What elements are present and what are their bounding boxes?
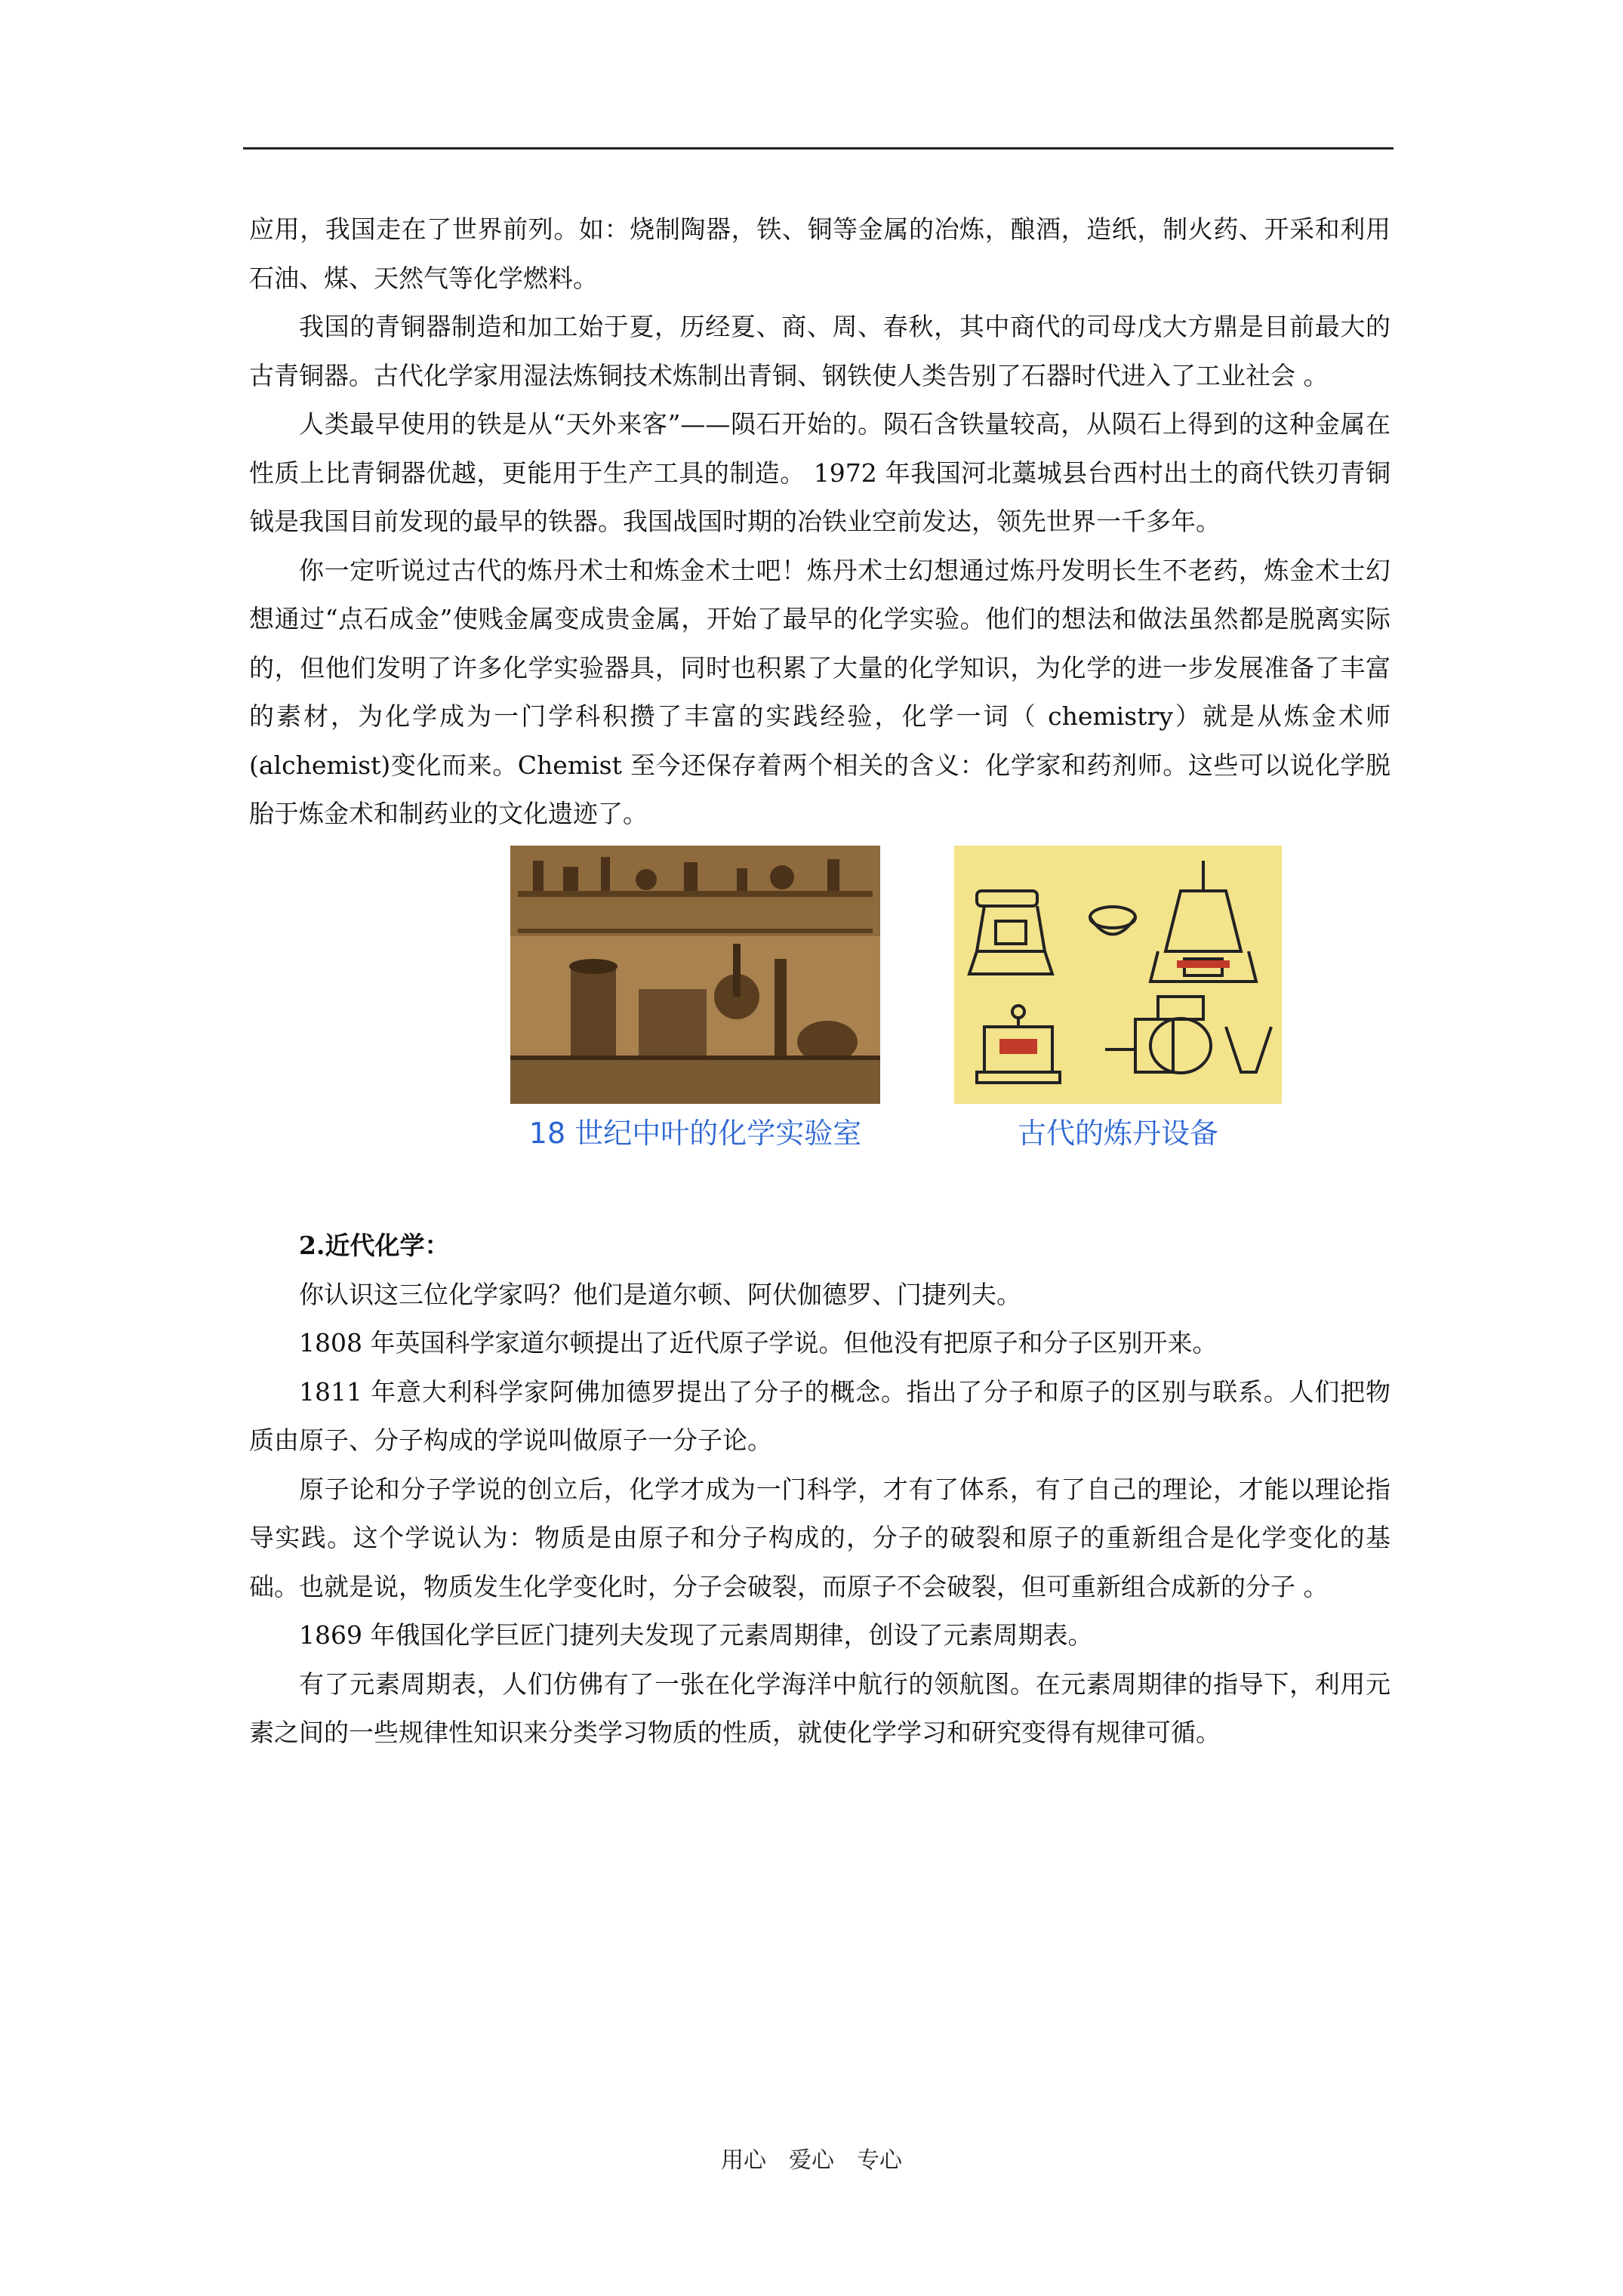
body-text-bottom [249, 1222, 1390, 1758]
figure-caption: 古代的炼丹设备 [1017, 1117, 1218, 1150]
figure-chemistry-lab [510, 846, 880, 1151]
paragraph: 原子论和分子学说的创立后，化学才成为一门科学，才有了体系，有了自己的理论，才能以理论指导实践。这个学说认为：物质是由原子和分子构成的，分子的破裂和原子的重新组合是化学变化的基础。也就是说，物质发生化学变化时，分子会破裂，而原子不会破裂，但可重新组合成新的分子 。 [249, 1474, 1390, 1601]
paragraph: 应用，我国走在了世界前列。如：烧制陶器，铁、铜等金属的冶炼，酿酒，造纸，制火药、开采和利用石油、煤、天然气等化学燃料。 [249, 214, 1390, 293]
alchemy-equipment-illustration [954, 846, 1282, 1104]
body-text-top [249, 205, 1390, 839]
paragraph: 你一定听说过古代的炼丹术士和炼金术士吧！炼丹术士幻想通过炼丹发明长生不老药，炼金术士幻想通过“点石成金”使贱金属变成贵金属，开始了最早的化学实验。他们的想法和做法虽然都是脱离实际的，但他们发明了许多化学实验器具，同时也积累了大量的化学知识，为化学的进一步发展准备了丰富的素材，为化学成为一门学科积攒了丰富的实践经验，化学一词（ chemistry）就是从炼金术师(alchemist)变化而来。Chemist 至今还保存着两个相关的含义：化学家和药剂师。这些可以说化学脱胎于炼金术和制药业的文化遗迹了。 [249, 555, 1390, 828]
chemistry-lab-image [510, 846, 880, 1104]
paragraph: 我国的青铜器制造和加工始于夏，历经夏、商、周、春秋，其中商代的司母戊大方鼎是目前最大的古青铜器。古代化学家用湿法炼铜技术炼制出青铜、钢铁使人类告别了石器时代进入了工业社会 。 [249, 312, 1390, 390]
chemistry-lab-illustration [510, 846, 880, 1104]
paragraph: 你认识这三位化学家吗？他们是道尔顿、阿伏伽德罗、门捷列夫。 [299, 1279, 1021, 1309]
page-footer: 用心 爱心 专心 [721, 2147, 902, 2174]
header-rule [243, 147, 1394, 149]
paragraph: 人类最早使用的铁是从“天外来客”——陨石开始的。陨石含铁量较高，从陨石上得到的这种金属在性质上比青铜器优越，更能用于生产工具的制造。 1972 年我国河北藁城县台西村出土的商代铁刃青铜钺是我国目前发现的最早的铁器。我国战国时期的冶铁业空前发达，领先世界一千多年。 [249, 409, 1390, 536]
figure-alchemy-equipment [954, 846, 1282, 1151]
figure-caption: 18 世纪中叶的化学实验室 [528, 1117, 862, 1150]
paragraph: 1811 年意大利科学家阿佛加德罗提出了分子的概念。指出了分子和原子的区别与联系。人们把物质由原子、分子构成的学说叫做原子一分子论。 [249, 1376, 1390, 1455]
paragraph: 1808 年英国科学家道尔顿提出了近代原子学说。但他没有把原子和分子区别开来。 [299, 1328, 1218, 1358]
paragraph: 1869 年俄国化学巨匠门捷列夫发现了元素周期律，创设了元素周期表。 [299, 1620, 1093, 1650]
paragraph: 有了元素周期表，人们仿佛有了一张在化学海洋中航行的领航图。在元素周期律的指导下，利用元素之间的一些规律性知识来分类学习物质的性质，就使化学学习和研究变得有规律可循。 [249, 1669, 1390, 1747]
section-heading: 2.近代化学： [299, 1231, 450, 1260]
alchemy-equipment-image [954, 846, 1282, 1104]
